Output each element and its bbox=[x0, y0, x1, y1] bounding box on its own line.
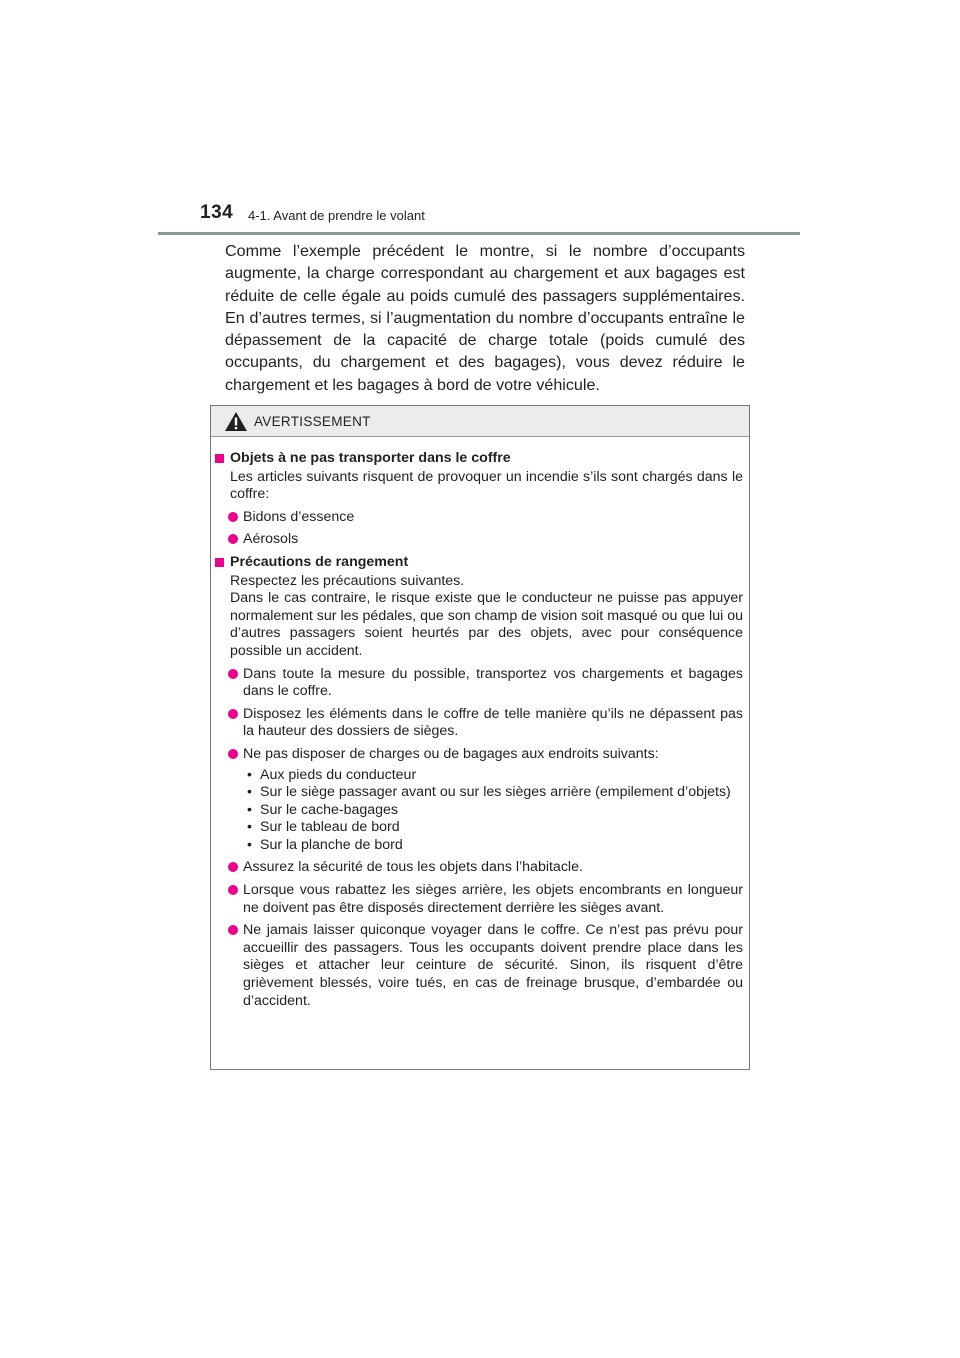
list-item: Ne jamais laisser quiconque voyager dans le coffre. Ce n’est pas prévu pour accueillir des passagers. Tous les occupants doivent prendre place dans les sièges et attacher leur ceinture de sécurité. Sinon, ils risquent d’être grièvement blessés, voire tués, en cas de freinage brusque, d’embardée ou d’accident. bbox=[215, 922, 743, 1010]
warning-triangle-icon bbox=[225, 412, 247, 431]
sub-list-item: • Sur le cache-bagages bbox=[215, 802, 743, 820]
list-item: Lorsque vous rabattez les sièges arrière, les objets encombrants en longueur ne doivent pas être disposés directement derrière les sièges avant. bbox=[215, 882, 743, 917]
storage-text-2: Dans le cas contraire, le risque existe que le conducteur ne puisse pas appuyer normalement sur les pédales, que son champ de vision soit masqué ou que lui ou d’autres passagers soient heurtés par des objets, avec pour conséquence possible un accident. bbox=[230, 590, 743, 659]
warning-title: AVERTISSEMENT bbox=[254, 414, 371, 429]
page-header bbox=[158, 202, 800, 234]
objects-text: Les articles suivants risquent de provoquer un incendie s’ils sont chargés dans le coffre: bbox=[230, 468, 743, 503]
list-item: Disposez les éléments dans le coffre de telle manière qu’ils ne dépassent pas la hauteur des dossiers de sièges. bbox=[215, 706, 743, 741]
list-item: Assurez la sécurité de tous les objets dans l’habitacle. bbox=[215, 859, 743, 877]
heading-storage: Précautions de rangement bbox=[215, 554, 743, 572]
sub-list-item: • Sur la planche de bord bbox=[215, 837, 743, 855]
sub-list-item: • Sur le tableau de bord bbox=[215, 819, 743, 837]
location-list bbox=[215, 767, 743, 855]
list-item: Bidons d’essence bbox=[215, 509, 743, 527]
intro-paragraph: Comme l’exemple précédent le montre, si le nombre d’occupants augmente, la charge correspondant au chargement et aux bagages est réduite de celle égale au poids cumulé des passagers supplémentaires. En d’autres termes, si l’augmentation du nombre d’occupants entraîne le dépassement de la capacité de charge totale (poids cumulé des occupants, du chargement et des bagages), vous devez réduire le chargement et les bagages à bord de votre véhicule. bbox=[225, 242, 745, 394]
page-number: 134 bbox=[200, 202, 234, 223]
warning-box bbox=[210, 405, 750, 1070]
heading-objects: Objets à ne pas transporter dans le coffre bbox=[215, 450, 743, 468]
section-title: 4-1. Avant de prendre le volant bbox=[248, 208, 425, 223]
warning-body bbox=[211, 437, 749, 1010]
sub-list-item: • Sur le siège passager avant ou sur les sièges arrière (empilement d’objets) bbox=[215, 784, 743, 802]
warning-header bbox=[211, 406, 749, 437]
sub-list-item: • Aux pieds du conducteur bbox=[215, 767, 743, 785]
list-item: Ne pas disposer de charges ou de bagages aux endroits suivants: bbox=[215, 746, 743, 764]
storage-text-1: Respectez les précautions suivantes. bbox=[230, 572, 465, 589]
header-rule bbox=[158, 232, 800, 235]
list-item: Aérosols bbox=[215, 531, 743, 549]
list-item: Dans toute la mesure du possible, transportez vos chargements et bagages dans le coffre. bbox=[215, 666, 743, 701]
